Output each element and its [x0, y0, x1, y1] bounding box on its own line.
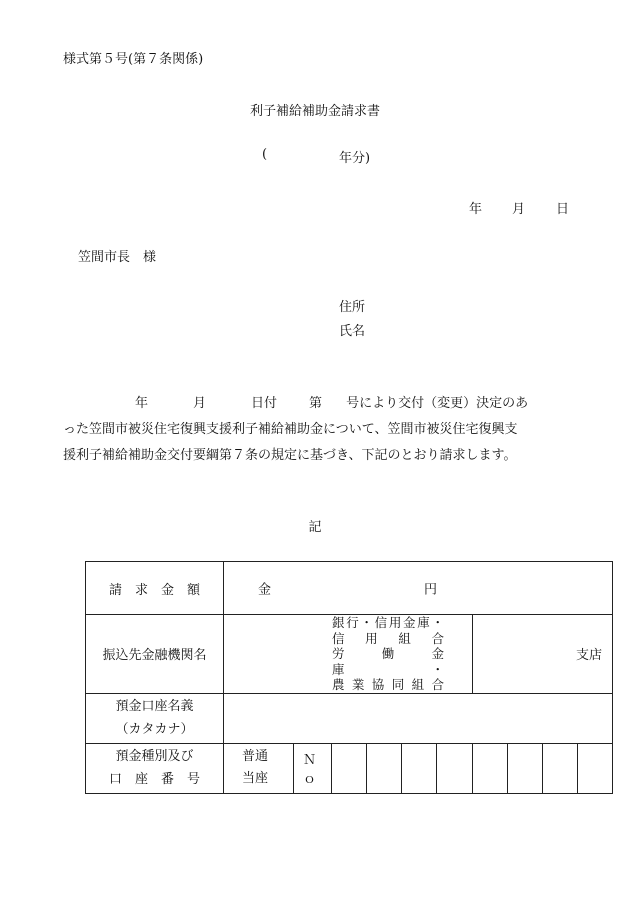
date-month: 月 [512, 202, 526, 217]
amount-unit: 円 [424, 582, 438, 598]
document-title: 利子補給補助金請求書 [249, 104, 380, 119]
account-digit-5[interactable] [473, 743, 508, 793]
account-digit-6[interactable] [508, 743, 543, 793]
amount-row [86, 562, 613, 615]
year-open-paren: ( [262, 147, 268, 162]
account-type-2: 当座 [242, 771, 269, 786]
holder-row [86, 693, 613, 743]
holder-label [86, 693, 224, 743]
account-digit-4[interactable] [437, 743, 473, 793]
bank-type-1: 銀行・信用金庫・ [332, 615, 444, 630]
body-line-3: 援利子補給補助金交付要綱第７条の規定に基づき、下記のとおり請求します。 [63, 448, 517, 463]
amount-label: 請 求 金 額 [86, 562, 224, 615]
body-month: 月 [193, 396, 207, 411]
addressee: 笠間市長 様 [78, 250, 157, 265]
date-day: 日 [556, 202, 570, 217]
account-digit-2[interactable] [367, 743, 402, 793]
bank-type-3: 労 働 金 庫 ・ [332, 646, 457, 677]
account-label [86, 743, 224, 793]
amount-field[interactable] [224, 562, 613, 615]
account-digit-3[interactable] [402, 743, 437, 793]
sender-address-label: 住所 [339, 300, 366, 315]
holder-label-1: 預金口座名義 [115, 699, 194, 714]
body-year: 年 [135, 396, 149, 411]
body-dai: 第 [309, 396, 323, 411]
holder-label-2: （カタカナ） [115, 722, 194, 737]
body-rest: 号により交付（変更）決定のあ [346, 396, 529, 411]
account-label-2: 口 座 番 号 [108, 772, 200, 787]
bank-label: 振込先金融機関名 [86, 615, 224, 694]
account-type-1: 普通 [242, 749, 269, 764]
account-type-field[interactable] [224, 743, 294, 793]
holder-name-field[interactable] [224, 693, 613, 743]
body-line-2: った笠間市被災住宅復興支援利子補給補助金について、笠間市被災住宅復興支 [63, 422, 518, 437]
branch-label: 支店 [575, 648, 602, 664]
form-number: 様式第５号(第７条関係) [63, 52, 204, 67]
request-body [63, 391, 583, 469]
bank-row [86, 615, 613, 694]
account-no-label: Ｎｏ [294, 743, 332, 793]
account-row [86, 743, 613, 793]
account-digit-8[interactable] [578, 743, 613, 793]
account-digit-1[interactable] [332, 743, 367, 793]
body-line-1 [63, 391, 583, 417]
body-day: 日付 [251, 396, 278, 411]
bank-type-4: 農業協同組合 [332, 677, 444, 692]
branch-field[interactable] [473, 615, 613, 694]
account-label-1: 預金種別及び [115, 749, 194, 764]
year-label: 年分) [339, 151, 371, 166]
sender-name-label: 氏名 [339, 324, 366, 339]
account-digit-7[interactable] [543, 743, 578, 793]
amount-prefix: 金 [258, 582, 272, 598]
date-year: 年 [469, 202, 483, 217]
request-table [85, 561, 613, 794]
ki-heading: 記 [308, 520, 322, 535]
bank-type-list[interactable] [224, 615, 473, 694]
bank-type-2: 信 用 組 合 [332, 630, 444, 646]
